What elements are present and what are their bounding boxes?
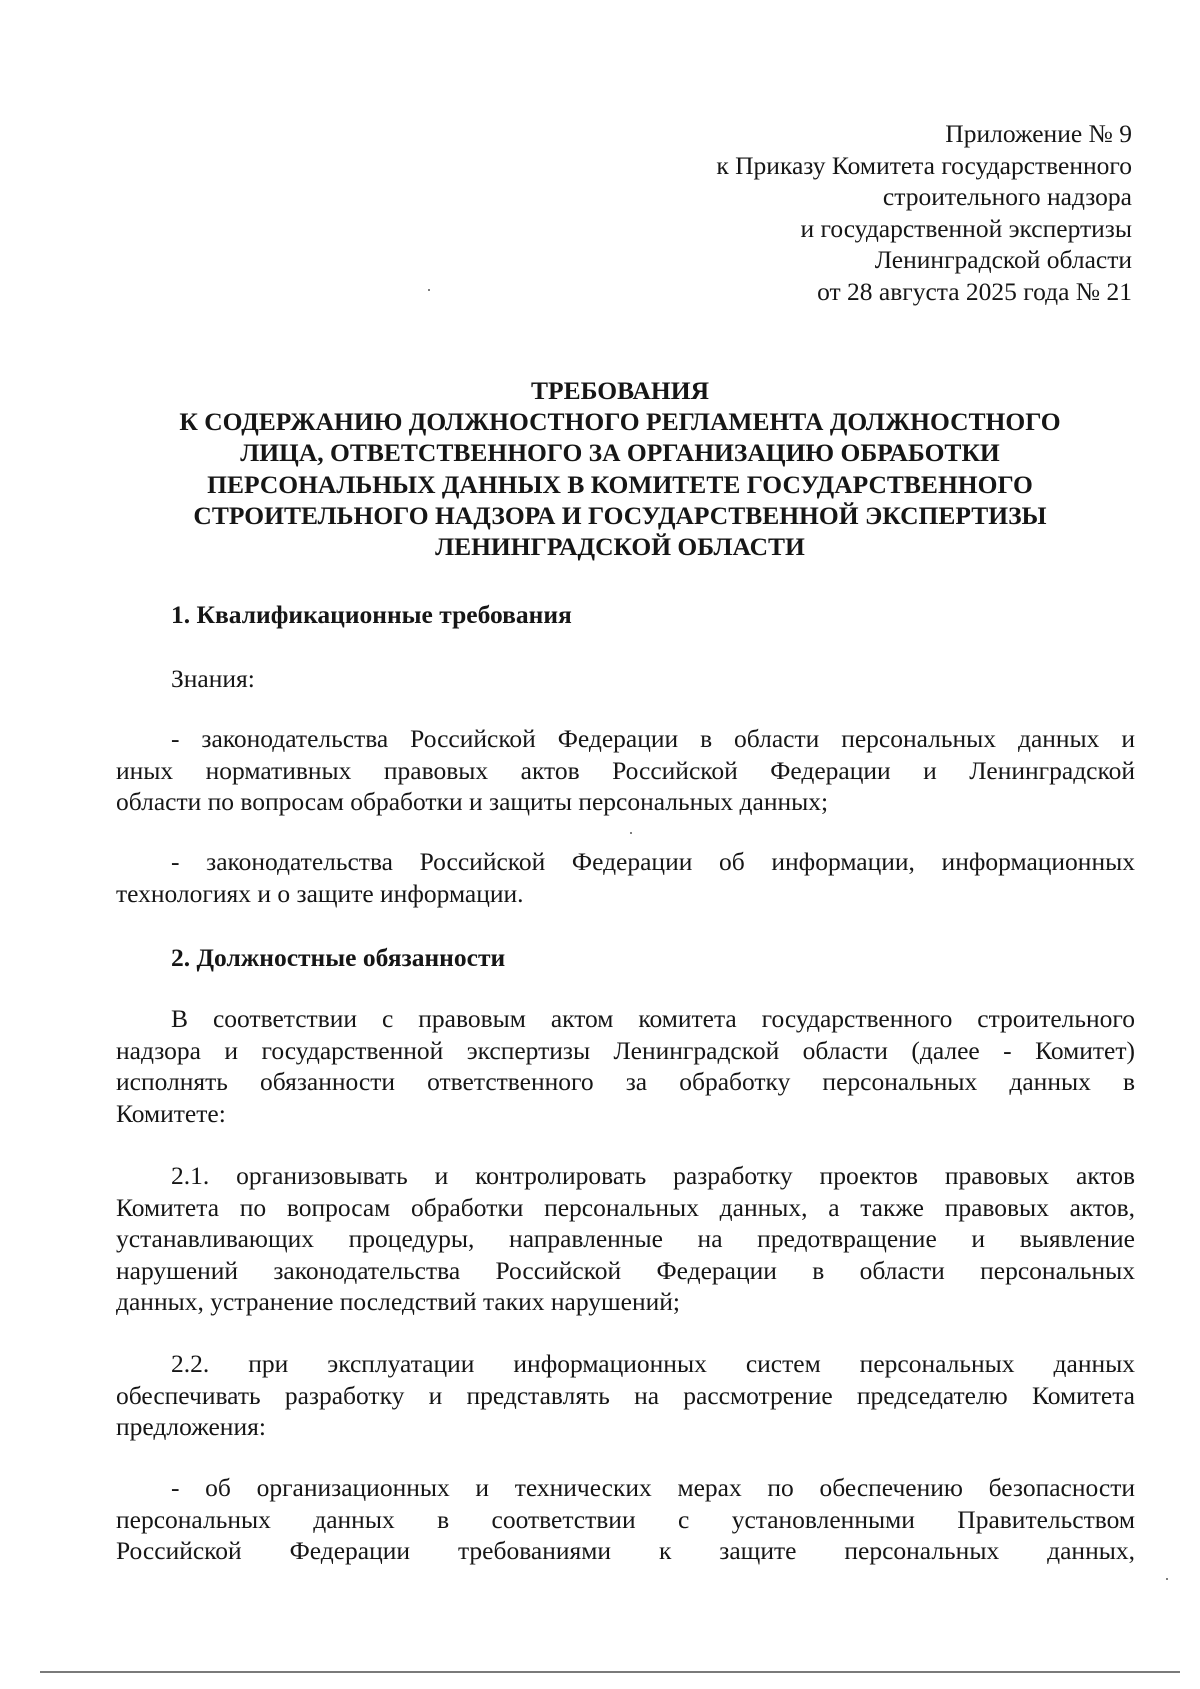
paragraph-line: Российской Федерации требованиями к защите персональных данных, [116, 1536, 1135, 1566]
paragraph-line: предложения: [116, 1412, 266, 1442]
paragraph-line: 2.1. организовывать и контролировать разработку проектов правовых актов [171, 1161, 1135, 1190]
title-line: ЛЕНИНГРАДСКОЙ ОБЛАСТИ [435, 532, 805, 562]
title-line: ТРЕБОВАНИЯ [530, 376, 709, 405]
scan-edge-line [40, 1671, 1180, 1673]
knowledge-item-1 [116, 723, 1135, 818]
paragraph-line: надзора и государственной экспертизы Ленинградской области (далее - Комитет) [116, 1035, 1135, 1065]
paragraph-line: - законодательства Российской Федерации в области персональных данных и [171, 724, 1135, 753]
knowledge-item-2 [116, 846, 1135, 909]
paragraph-line: персональных данных в соответствии с установленными Правительством [116, 1504, 1135, 1534]
title-line: ЛИЦА, ОТВЕТСТВЕННОГО ЗА ОРГАНИЗАЦИЮ ОБРАБОТКИ [240, 438, 1000, 468]
paragraph-line: технологиях и о защите информации. [116, 878, 524, 908]
annex-line: к Приказу Комитета государственного [716, 150, 1132, 180]
paragraph-line: - об организационных и технических мерах по обеспечению безопасности [171, 1473, 1135, 1502]
scan-speck [630, 832, 632, 834]
section-2-intro [116, 1003, 1135, 1129]
annex-block [716, 118, 1132, 308]
paragraph-line: В соответствии с правовым актом комитета государственного строительного [171, 1004, 1135, 1033]
paragraph-line: 2.2. при эксплуатации информационных систем персональных данных [171, 1349, 1135, 1378]
annex-line: и государственной экспертизы [800, 213, 1132, 243]
clause-2-2-item [116, 1472, 1135, 1567]
annex-line: Приложение № 9 [945, 119, 1132, 148]
clause-2-2 [116, 1348, 1135, 1443]
section-2-heading: 2. Должностные обязанности [171, 943, 506, 972]
document-title [90, 375, 1150, 562]
paragraph-line: иных нормативных правовых актов Российской Федерации и Ленинградской [116, 755, 1135, 785]
paragraph-line: Комитете: [116, 1098, 226, 1128]
clause-2-1 [116, 1160, 1135, 1318]
title-line: К СОДЕРЖАНИЮ ДОЛЖНОСТНОГО РЕГЛАМЕНТА ДОЛЖНОСТНОГО [179, 407, 1061, 437]
paragraph-line: исполнять обязанности ответственного за обработку персональных данных в [116, 1067, 1135, 1097]
title-line: СТРОИТЕЛЬНОГО НАДЗОРА И ГОСУДАРСТВЕННОЙ ЭКСПЕРТИЗЫ [193, 500, 1047, 530]
paragraph-line: Комитета по вопросам обработки персональных данных, а также правовых актов, [116, 1192, 1135, 1222]
section-1-heading: 1. Квалификационные требования [171, 600, 572, 629]
annex-line: от 28 августа 2025 года № 21 [817, 276, 1132, 306]
scan-speck [1166, 1578, 1168, 1580]
paragraph-line: данных, устранение последствий таких нарушений; [116, 1287, 681, 1317]
annex-line: Ленинградской области [874, 245, 1132, 275]
paragraph-line: обеспечивать разработку и представлять на рассмотрение председателю Комитета [116, 1380, 1135, 1410]
paragraph-line: нарушений законодательства Российской Федерации в области персональных [116, 1255, 1135, 1285]
paragraph-line: области по вопросам обработки и защиты персональных данных; [116, 787, 829, 817]
paragraph-line: - законодательства Российской Федерации об информации, информационных [171, 847, 1135, 876]
scan-speck [428, 289, 430, 291]
knowledge-label: Знания: [171, 664, 255, 693]
title-line: ПЕРСОНАЛЬНЫХ ДАННЫХ В КОМИТЕТЕ ГОСУДАРСТВЕННОГО [207, 469, 1033, 499]
paragraph-line: устанавливающих процедуры, направленные на предотвращение и выявление [116, 1224, 1135, 1254]
annex-line: строительного надзора [882, 182, 1132, 212]
